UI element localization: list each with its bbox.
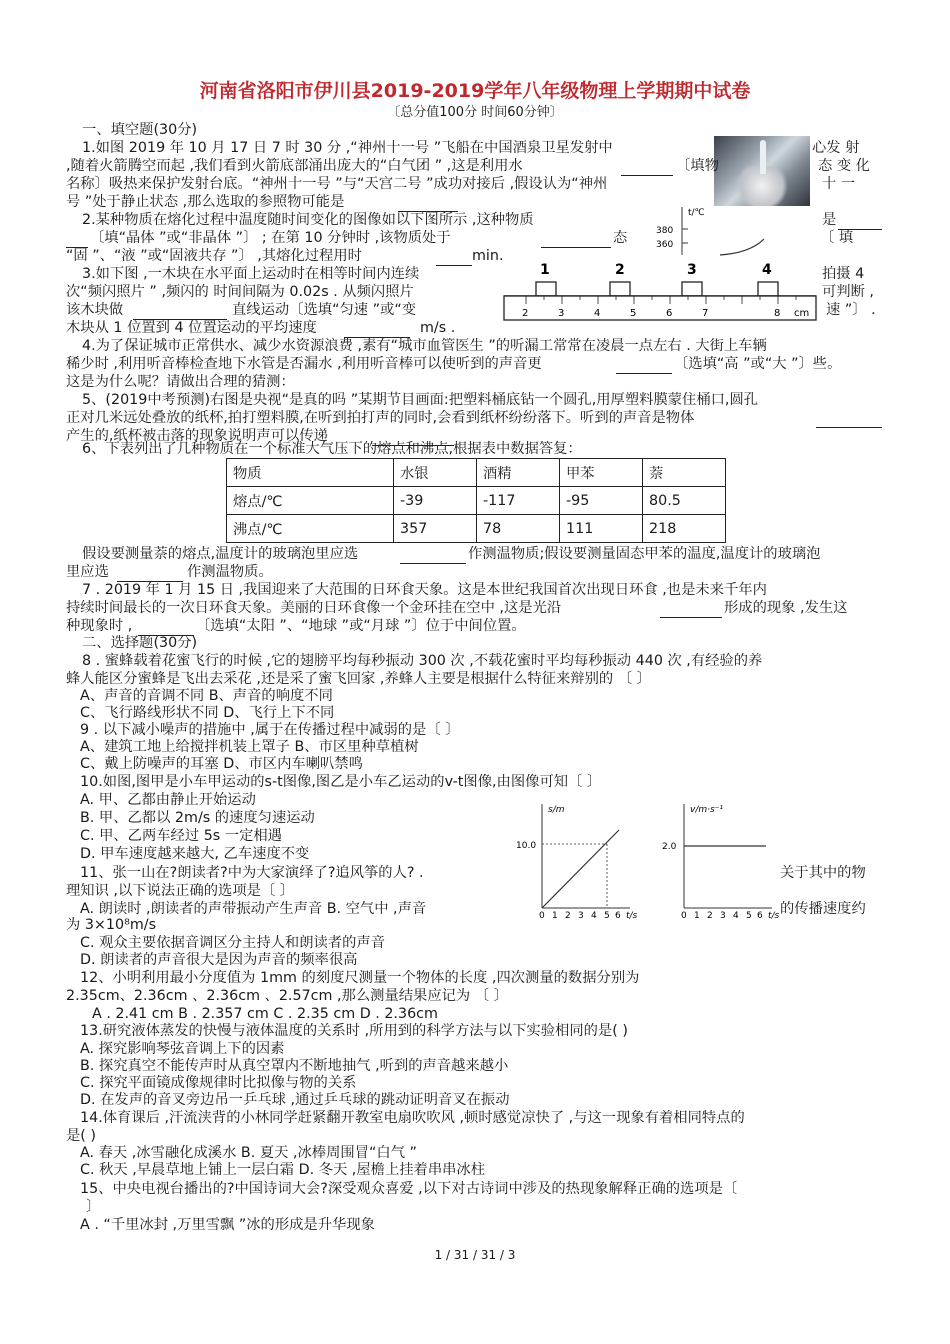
q7-line3-end: 〔选填“太阳 ”、“地球 ”或“月球 ”〕位于中间位置。	[196, 618, 526, 634]
melting-curve	[720, 239, 764, 255]
melting-graph-tick-380: 380	[656, 226, 674, 236]
melting-graph	[650, 205, 775, 257]
q13-option-c: C. 探究平面镜成像规律时比拟像与物的关系	[80, 1075, 357, 1091]
q6-line2-end: 作测温物质;假设要测量固态甲苯的温度,温度计的玻璃泡	[468, 546, 821, 562]
q1-line3: 名称〕吸热来保护发射台底。“神州十一号 ”与“天宫二号 ”成功对接后 ,假设认为“神州	[66, 176, 608, 192]
block-pos-2	[610, 282, 630, 296]
table-cell: 水银	[394, 459, 477, 487]
table-row	[227, 515, 726, 543]
q7-line3: 种现象时 ,	[66, 618, 133, 634]
ruler-scale-7: 7	[702, 308, 709, 319]
q5-blank-1[interactable]	[816, 413, 882, 428]
block-pos-4	[758, 282, 778, 296]
vt-xtick: 1	[694, 911, 700, 920]
q15-line1: 15、中央电视台播出的?中国诗词大会?深受观众喜爱 ,以下对古诗词中涉及的热现象解释正确的选项是〔	[80, 1181, 738, 1197]
q3-line2-end: 可判断 ,	[822, 284, 874, 300]
table-cell: 物质	[227, 459, 394, 487]
vt-xtick: 4	[733, 911, 739, 920]
ruler-mark-3: 3	[687, 262, 697, 278]
q1-line1-end: 心发 射	[812, 140, 860, 156]
st-ylabel: s/m	[548, 805, 565, 815]
q10-option-c: C. 甲、乙两车经过 5s 一定相遇	[80, 828, 282, 844]
q2-line2: 〔填“晶体 ”或“非晶体 ”〕 ; 在第 10 分钟时 ,该物质处于	[90, 230, 451, 246]
q8-options-ab: A、声音的音调不同 B、声音的响度不同	[80, 688, 333, 704]
page-subtitle: 〔总分值100分 时间60分钟〕	[387, 105, 563, 120]
table-cell: 甲苯	[560, 459, 643, 487]
ruler-scale-2: 2	[522, 308, 529, 319]
st-xlabel: t/s	[626, 911, 638, 920]
q14-line1: 14.体育课后 ,汗流浃背的小林同学赶紧翻开教室电扇吹吹风 ,顿时感觉凉快了 ,与这一现象有着相同特点的	[80, 1110, 745, 1126]
q4-line2-end: 〔选填“高 ”或“大 ”〕些。	[674, 356, 842, 372]
q11-option-b-cont: 为 3×10⁸m/s	[66, 917, 157, 933]
table-cell: -39	[394, 487, 477, 515]
table-cell: 78	[477, 515, 560, 543]
st-yval: 10.0	[516, 841, 537, 851]
q5-line3: 产生的,纸杯被击落的现象说明声可以传递	[66, 428, 328, 444]
q3-line2: 次“频闪照片 ” ,频闪的 时间间隔为 0.02s . 从频闪照片	[66, 284, 414, 300]
q7-line1: 7 . 2019 年 1 月 15 日 ,我国迎来了大范围的日环食天象。这是本世纪我国首次出现日环食 ,也是未来千年内	[82, 582, 767, 598]
q8-line1: 8 . 蜜蜂载着花蜜飞行的时候 ,它的翅膀平均每秒振动 300 次 ,不载花蜜时平均每秒振动 440 次 ,有经验的养	[82, 653, 763, 669]
section-heading: 二、选择题(30分)	[82, 635, 198, 651]
q1-blank-2[interactable]	[398, 197, 458, 212]
ruler-scale-5: 5	[630, 308, 637, 319]
table-row	[227, 459, 726, 487]
q11-line1-end: 关于其中的物	[780, 865, 866, 881]
section-heading: 一、填空题(30分)	[82, 122, 198, 138]
table-cell: 111	[560, 515, 643, 543]
q1-line2-mid: 〔填物	[676, 158, 719, 174]
q1-blank-1[interactable]	[621, 161, 673, 176]
ruler-scale-6: 6	[666, 308, 673, 319]
block-pos-3	[682, 282, 702, 296]
q3-line1-end: 拍摄 4	[822, 266, 865, 282]
q12-line2: 2.35cm、2.36cm 、2.36cm 、2.57cm ,那么测量结果应记为 〔 〕	[66, 988, 508, 1004]
q2-line3-end: min.	[472, 248, 504, 264]
vt-xlabel: t/s	[768, 911, 780, 920]
q14-line2: 是( )	[66, 1128, 96, 1144]
q13-option-a: A. 探究影响琴弦音调上下的因素	[80, 1041, 285, 1057]
q13-option-b: B. 探究真空不能传声时从真空罩内不断地抽气 ,听到的声音越来越小	[80, 1058, 509, 1074]
q3-line3-end: 速 ”〕 .	[826, 302, 876, 318]
page-footer: 1 / 31 / 31 / 3	[434, 1248, 516, 1262]
q10-option-b: B. 甲、乙都以 2m/s 的速度匀速运动	[80, 810, 315, 826]
vt-xtick: 0	[681, 911, 687, 920]
q7-line2-end: 形成的现象 ,发生这	[724, 600, 848, 616]
block-pos-1	[536, 282, 556, 296]
q9-options-cd: C、戴上防噪声的耳塞 D、市区内车喇叭禁鸣	[80, 756, 363, 772]
q2-line2-end: 〔 填	[820, 230, 854, 246]
q12-line1: 12、小明利用最小分度值为 1mm 的刻度尺测量一个物体的长度 ,四次测量的数据分别为	[80, 970, 640, 986]
q4-line3: 这是为什么呢？请做出合理的猜测：	[66, 374, 295, 390]
q3-line1: 3.如下图 ,一木块在水平面上运动时在相等时间内连续	[82, 266, 420, 282]
q15-line2: 〕	[86, 1199, 101, 1215]
q1-line3-end: 十 一	[822, 176, 856, 192]
q2-blank-2[interactable]	[541, 233, 611, 248]
ruler-figure	[500, 258, 818, 326]
q11-option-c: C. 观众主要依据音调区分主持人和朗读者的声音	[80, 935, 386, 951]
ruler-mark-1: 1	[540, 262, 550, 278]
st-xtick: 2	[565, 911, 571, 920]
st-xtick: 3	[578, 911, 584, 920]
st-xtick: 4	[591, 911, 597, 920]
table-cell: 熔点/℃	[227, 487, 394, 515]
q11-line2: 理知识 ,以下说法正确的选项是〔 〕	[66, 883, 295, 899]
q8-options-cd: C、飞行路线形状不同 D、飞行上下不同	[80, 705, 335, 721]
ruler-mark-2: 2	[615, 262, 625, 278]
ruler-scale-unit: cm	[794, 308, 810, 319]
table-cell: -95	[560, 487, 643, 515]
q12-options: A . 2.41 cm B . 2.357 cm C . 2.35 cm D . 2.36cm	[92, 1006, 438, 1022]
q6-blank-1[interactable]	[400, 549, 466, 564]
table-cell: 218	[643, 515, 726, 543]
q3-blank-1[interactable]	[133, 305, 227, 320]
vt-xtick: 2	[707, 911, 713, 920]
table-cell: 沸点/℃	[227, 515, 394, 543]
table-row	[227, 487, 726, 515]
q10-line1: 10.如图,图甲是小车甲运动的s-t图像,图乙是小车乙运动的v-t图像,由图像可知〔 〕	[80, 774, 602, 790]
vt-xtick: 3	[720, 911, 726, 920]
st-line	[542, 830, 619, 908]
q2-line3: “固 ”、“液 ”或“固液共存 ”〕 ,其熔化过程用时	[66, 248, 362, 264]
q3-line4-end: m/s .	[420, 320, 456, 336]
vt-xtick: 6	[757, 911, 763, 920]
q3-line3: 该木块做	[66, 302, 124, 318]
vt-yval: 2.0	[662, 842, 677, 852]
q2-blank-1b[interactable]	[66, 233, 88, 248]
q5-line1: 5、(2019中考预测)右图是央视“是真的吗 ”某期节目画面:把塑料桶底钻一个圆孔,用厚塑料膜蒙住桶口,圆孔	[82, 392, 759, 408]
q4-blank-1[interactable]	[616, 359, 672, 374]
q8-line2: 蜂人能区分蜜蜂是飞出去采花 ,还是采了蜜飞回家 ,养蜂人主要是根据什么特征来辩别的 〔 〕	[66, 671, 651, 687]
q6-line3: 里应选	[66, 564, 109, 580]
q6-line3-end: 作测温物质。	[187, 564, 273, 580]
q2-line1: 2.某种物质在熔化过程中温度随时间变化的图像如以下图所示 ,这种物质	[82, 212, 534, 228]
q4-line1: 4.为了保证城市正常供水、减少水资源浪费 ,素有“城市血管医生 ”的听漏工常常在凌晨一点左右 . 大街上车辆	[82, 338, 767, 354]
q3-blank-2[interactable]	[344, 323, 410, 338]
st-xtick: 6	[615, 911, 621, 920]
q1-line2: ,随着火箭腾空而起 ,我们看到火箭底部涌出庞大的“白气团 ” ,这是利用水	[66, 158, 523, 174]
ruler-scale-4: 4	[594, 308, 601, 319]
q6-line1: 6、下表列出了几种物质在一个标准大气压下的熔点和沸点,根据表中数据答复：	[82, 441, 582, 457]
q11-line1: 11、张一山在?朗读者?中为大家演绎了?追风筝的人? .	[80, 865, 424, 881]
st-xtick: 1	[552, 911, 558, 920]
q2-line1-end: 是	[822, 212, 837, 228]
st-xtick: 5	[604, 911, 610, 920]
st-graph	[512, 798, 642, 920]
q9-line1: 9 . 以下减小噪声的措施中 ,属于在传播过程中减弱的是〔 〕	[80, 722, 460, 738]
ruler	[504, 296, 816, 320]
q6-line2: 假设要测量萘的熔点,温度计的玻璃泡里应选	[82, 546, 359, 562]
ruler-scale-8: 8	[774, 308, 781, 319]
page-title: 河南省洛阳市伊川县2019-2019学年八年级物理上学期期中试卷	[199, 80, 751, 102]
melting-graph-ylabel: t/℃	[688, 208, 705, 218]
q4-line2: 稀少时 ,利用听音棒检查地下水管是否漏水 ,利用听音棒可以使听到的声音更	[66, 356, 542, 372]
q1-line2-end: 态 变 化	[818, 158, 870, 174]
q14-options-cd: C. 秋天 ,早晨草地上铺上一层白霜 D. 冬天 ,屋檐上挂着串串冰柱	[80, 1162, 486, 1178]
q1-line1: 1.如图 2019 年 10 月 17 日 7 时 30 分 ,“神州十一号 ”飞船在中国酒泉卫星发射中	[82, 140, 613, 156]
vt-graph	[654, 798, 784, 920]
q7-blank-1[interactable]	[660, 603, 722, 618]
q11-option-d: D. 朗读者的声音很大是因为声音的频率很高	[80, 952, 358, 968]
vt-xtick: 5	[746, 911, 752, 920]
q1-line4: 号 ”处于静止状态 ,那么选取的参照物可能是	[66, 194, 345, 210]
q2-line2-mid: 态	[613, 230, 628, 246]
q10-option-d: D. 甲车速度越来越大, 乙车速度不变	[80, 846, 310, 862]
melting-graph-tick-360: 360	[656, 240, 674, 250]
ruler-scale-3: 3	[558, 308, 565, 319]
q11-option-b-end: 的传播速度约	[780, 901, 866, 917]
q13-option-d: D. 在发声的音叉旁边吊一乒乓球 ,通过乒乓球的跳动证明音叉在振动	[80, 1092, 510, 1108]
melting-point-table	[226, 458, 726, 543]
table-cell: 357	[394, 515, 477, 543]
q3-line4: 木块从 1 位置到 4 位置运动的平均速度	[66, 320, 317, 336]
q9-options-ab: A、建筑工地上给搅拌机装上罩子 B、市区里种草植树	[80, 739, 419, 755]
q7-line2: 持续时间最长的一次日环食天象。美丽的日环食像一个金环挂在空中 ,这是光沿	[66, 600, 562, 616]
table-cell: 80.5	[643, 487, 726, 515]
q11-option-ab: A. 朗读时 ,朗读者的声带振动产生声音 B. 空气中 ,声音	[80, 901, 427, 917]
ruler-mark-4: 4	[762, 262, 772, 278]
q5-line2: 正对几米远处叠放的纸杯,拍打塑料膜,在听到拍打声的同时,会看到纸杯纷纷落下。听到的声音是物体	[66, 410, 695, 426]
table-cell: -117	[477, 487, 560, 515]
q14-options-ab: A. 春天 ,冰雪融化成溪水 B. 夏天 ,冰棒周围冒“白气 ”	[80, 1145, 417, 1161]
q3-line3-mid: 直线运动〔选填“匀速 ”或“变	[232, 302, 417, 318]
rocket-launch-photo	[714, 136, 810, 206]
q6-blank-2[interactable]	[117, 567, 183, 582]
q2-blank-1[interactable]	[838, 215, 882, 230]
vt-ylabel: v/m·s⁻¹	[690, 805, 724, 815]
table-cell: 萘	[643, 459, 726, 487]
q13-line1: 13.研究液体蒸发的快慢与液体温度的关系时 ,所用到的科学方法与以下实验相同的是( )	[80, 1023, 628, 1039]
q10-option-a: A. 甲、乙都由静止开始运动	[80, 792, 256, 808]
table-cell: 酒精	[477, 459, 560, 487]
q2-blank-3[interactable]	[436, 251, 472, 266]
q15-option-a: A . “千里冰封 ,万里雪飘 ”冰的形成是升华现象	[80, 1217, 375, 1233]
st-xtick: 0	[539, 911, 545, 920]
